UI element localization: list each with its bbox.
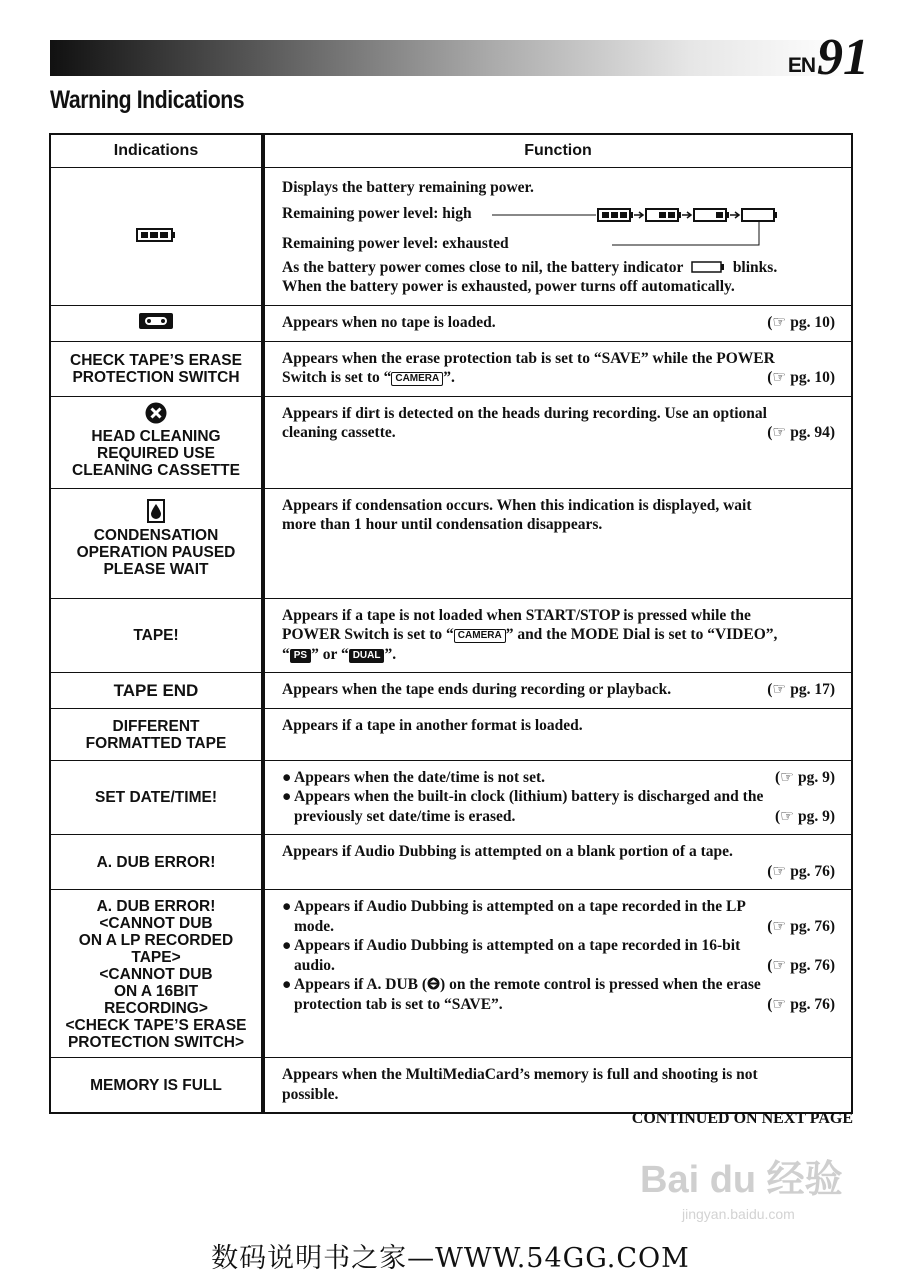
pointing-hand-icon: ☞ bbox=[772, 424, 787, 441]
page-ref: (☞ pg. 76) bbox=[767, 862, 835, 880]
tape-cassette-icon bbox=[138, 312, 174, 330]
indication-cell bbox=[51, 305, 265, 341]
list-item: ● Appears if A. DUB ( ) on the remote control is pressed when the erase protection tab is set to “SAVE”. (☞ pg. 76) bbox=[282, 976, 835, 1013]
table-row bbox=[51, 598, 851, 673]
indication-cell: SET DATE/TIME! bbox=[51, 760, 265, 835]
function-cell: Appears if Audio Dubbing is attempted on a blank portion of a tape. (☞ pg. 76) bbox=[265, 834, 851, 889]
battery-line-5: When the battery power is exhausted, power turns off automatically. bbox=[282, 278, 735, 295]
indication-cell: CHECK TAPE’S ERASE PROTECTION SWITCH bbox=[51, 341, 265, 396]
function-cell: Appears if a tape is not loaded when START/STOP is pressed while the POWER Switch is set to “ CAMERA ” and the MODE Dial is set to “VIDEO”, “ PS ” or “ DUAL ”. bbox=[265, 598, 851, 673]
table-row bbox=[51, 889, 851, 1057]
table-row bbox=[51, 760, 851, 835]
pointing-hand-icon: ☞ bbox=[772, 995, 787, 1013]
battery-full-icon bbox=[136, 228, 176, 242]
table-row bbox=[51, 672, 851, 708]
pointing-hand-icon: ☞ bbox=[772, 369, 787, 386]
table-row bbox=[51, 341, 851, 396]
indication-cell: TAPE! bbox=[51, 598, 265, 673]
page-ref: (☞ pg. 76) bbox=[767, 956, 835, 974]
col-header-indications: Indications bbox=[51, 135, 265, 167]
water-drop-icon bbox=[147, 499, 165, 523]
page-ref: (☞ pg. 17) bbox=[767, 681, 835, 698]
battery-empty-icon bbox=[691, 261, 725, 273]
table-row bbox=[51, 167, 851, 305]
function-cell bbox=[265, 760, 851, 835]
function-cell bbox=[265, 167, 851, 305]
indication-cell: A. DUB ERROR! <CANNOT DUB ON A LP RECORDED TAPE> <CANNOT DUB ON A 16BIT RECORDING> <CHECK TAPE’S ERASE PROTECTION SWITCH> bbox=[51, 889, 265, 1057]
list-item: ● Appears if Audio Dubbing is attempted on a tape recorded in the LP mode. (☞ pg. 76) bbox=[282, 898, 835, 935]
list-item: ● Appears if Audio Dubbing is attempted on a tape recorded in 16-bit audio. (☞ pg. 76) bbox=[282, 937, 835, 974]
table-row bbox=[51, 1057, 851, 1112]
battery-level-high: Remaining power level: high bbox=[282, 204, 472, 222]
page-ref: (☞ pg. 10) bbox=[767, 314, 835, 331]
indication-cell: CONDENSATION OPERATION PAUSED PLEASE WAIT bbox=[51, 488, 265, 598]
table-row bbox=[51, 488, 851, 598]
function-cell: Appears if a tape in another format is loaded. bbox=[265, 708, 851, 760]
pointing-hand-icon: ☞ bbox=[780, 768, 795, 786]
list-item: ● Appears when the date/time is not set. (☞ pg. 9) bbox=[282, 768, 835, 786]
footer-site: 数码说明书之家—WWW.54GG.COM bbox=[211, 1243, 690, 1274]
list-item: ● Appears when the built-in clock (lithium) battery is discharged and the previously set date/time is erased. (☞ pg. 9) bbox=[282, 788, 835, 825]
indication-cell: HEAD CLEANING REQUIRED USE CLEANING CASSETTE bbox=[51, 396, 265, 488]
page-number-value: 91 bbox=[817, 29, 869, 86]
warning-table bbox=[49, 133, 853, 1114]
col-header-function: Function bbox=[524, 142, 592, 159]
page-number bbox=[788, 28, 869, 84]
baidu-watermark-url: jingyan.baidu.com bbox=[682, 1206, 795, 1222]
pointing-hand-icon: ☞ bbox=[772, 956, 787, 974]
function-cell bbox=[265, 889, 851, 1057]
table-row bbox=[51, 708, 851, 760]
ps-mode-icon: PS bbox=[290, 649, 311, 663]
battery-line-1: Displays the battery remaining power. bbox=[282, 179, 534, 196]
baidu-watermark: Bai du 经验 bbox=[640, 1159, 843, 1201]
battery-level-sequence-icon bbox=[492, 198, 792, 258]
page-ref: (☞ pg. 9) bbox=[775, 768, 835, 786]
pointing-hand-icon: ☞ bbox=[772, 917, 787, 935]
dual-mode-icon: DUAL bbox=[349, 649, 385, 663]
pointing-hand-icon: ☞ bbox=[772, 681, 787, 698]
function-cell: Appears when the MultiMediaCard’s memory is full and shooting is not possible. bbox=[265, 1057, 851, 1112]
page-title: Warning Indications bbox=[50, 86, 245, 114]
dub-icon bbox=[427, 977, 440, 990]
battery-levels bbox=[282, 198, 835, 258]
fn-text: Appears when no tape is loaded. bbox=[282, 314, 496, 331]
page-lang: EN bbox=[787, 54, 815, 77]
indication-cell: TAPE END bbox=[51, 672, 265, 708]
header-gradient-bar bbox=[50, 40, 850, 76]
pointing-hand-icon: ☞ bbox=[772, 862, 787, 880]
page-ref: (☞ pg. 94) bbox=[767, 424, 835, 441]
camera-mode-icon: CAMERA bbox=[454, 629, 506, 643]
indication-cell: A. DUB ERROR! bbox=[51, 834, 265, 889]
error-x-icon bbox=[145, 402, 167, 424]
continued-notice: CONTINUED ON NEXT PAGE bbox=[631, 1110, 853, 1127]
page-ref: (☞ pg. 76) bbox=[767, 995, 835, 1013]
pointing-hand-icon: ☞ bbox=[780, 807, 795, 825]
battery-line-4: As the battery power comes close to nil, the battery indicator blinks. bbox=[282, 258, 778, 276]
function-cell bbox=[265, 305, 851, 341]
table-row bbox=[51, 834, 851, 889]
function-cell: Appears if dirt is detected on the heads during recording. Use an optional cleaning cassette. (☞ pg. 94) bbox=[265, 396, 851, 488]
table-row bbox=[51, 305, 851, 341]
page-ref: (☞ pg. 10) bbox=[767, 369, 835, 386]
page-ref: (☞ pg. 76) bbox=[767, 917, 835, 935]
indication-cell: MEMORY IS FULL bbox=[51, 1057, 265, 1112]
table-row bbox=[51, 396, 851, 488]
function-cell: Appears if condensation occurs. When this indication is displayed, wait more than 1 hour until condensation disappears. bbox=[265, 488, 851, 598]
table-header-row bbox=[51, 135, 851, 167]
battery-level-exhausted: Remaining power level: exhausted bbox=[282, 234, 509, 252]
indication-cell: DIFFERENT FORMATTED TAPE bbox=[51, 708, 265, 760]
camera-mode-icon: CAMERA bbox=[391, 372, 443, 386]
indication-cell bbox=[51, 167, 265, 305]
page-ref: (☞ pg. 9) bbox=[775, 807, 835, 825]
function-cell: Appears when the erase protection tab is set to “SAVE” while the POWER Switch is set to “ CAMERA ”. (☞ pg. 10) bbox=[265, 341, 851, 396]
pointing-hand-icon: ☞ bbox=[772, 314, 787, 331]
function-cell: Appears when the tape ends during recording or playback. (☞ pg. 17) bbox=[265, 672, 851, 708]
